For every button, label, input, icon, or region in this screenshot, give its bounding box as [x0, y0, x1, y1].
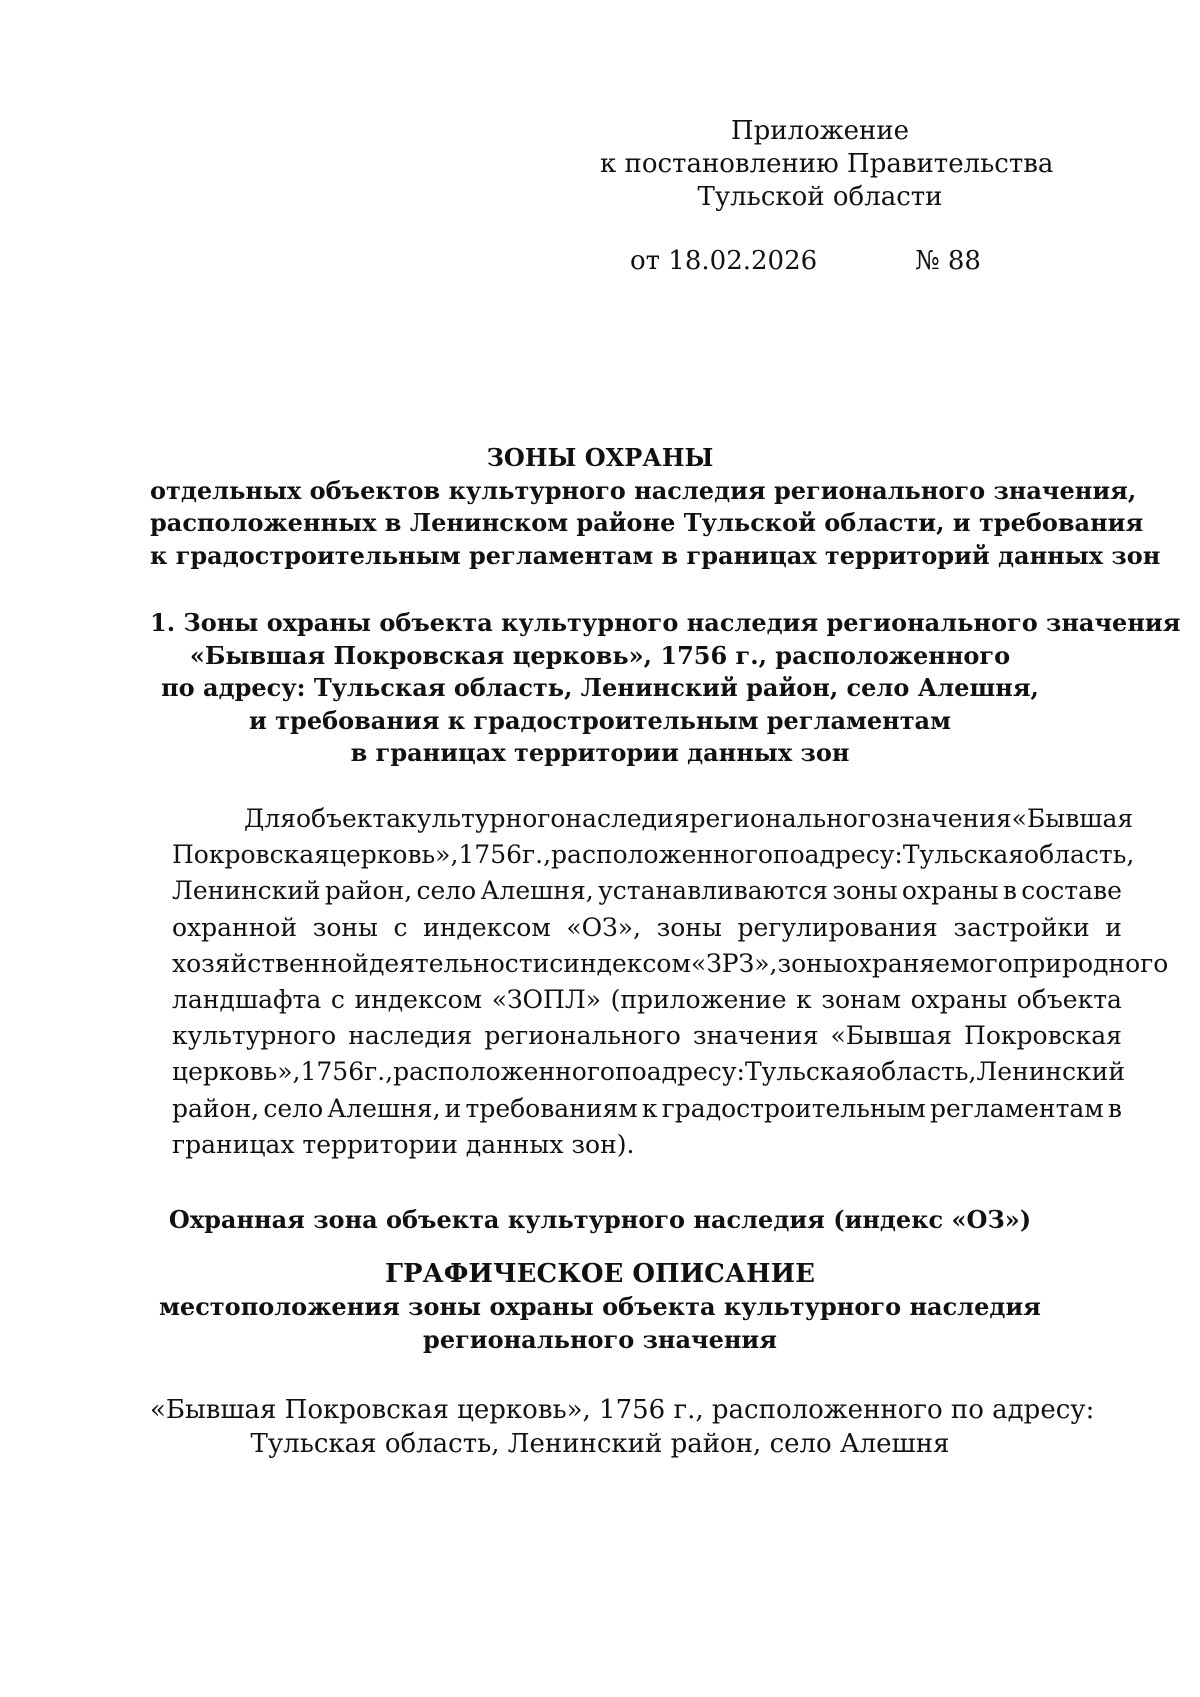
paragraph-word: наследия: [348, 1021, 473, 1051]
paragraph-word: «Бывшая: [830, 1021, 953, 1051]
section-1-heading: [150, 607, 1181, 770]
paragraph-word: объекта: [295, 804, 402, 833]
document-date: от 18.02.2026: [630, 246, 818, 276]
paragraph-word: к: [796, 984, 812, 1014]
paragraph-word: и: [444, 1093, 462, 1123]
paragraph-word: «Бывшая: [1011, 804, 1134, 833]
title-line: к градостроительным регламентам в границах территорий данных зон: [150, 540, 1161, 570]
paragraph-word: г.,: [522, 840, 552, 870]
paragraph-word: Для: [244, 804, 296, 833]
paragraph-word: расположенного: [551, 840, 773, 870]
paragraph-word: церковь»,: [172, 1057, 301, 1087]
graphic-description-subtitle-line: регионального значения: [423, 1324, 777, 1354]
section-heading-line: по адресу: Тульская область, Ленинский район, село Алешня,: [161, 673, 1039, 702]
graphic-description-title: [150, 1257, 1050, 1291]
paragraph-word: по: [772, 840, 805, 870]
paragraph-word: зоны: [656, 912, 722, 942]
paragraph-word: регионального: [484, 1021, 681, 1051]
section-heading-line: в границах территории данных зон: [350, 738, 850, 767]
paragraph-word: охранной: [172, 912, 298, 942]
paragraph-word: природного: [1012, 948, 1169, 978]
paragraph-word: градостроительным: [661, 1093, 926, 1123]
paragraph-word: район,: [324, 876, 413, 906]
appendix-resolution: к постановлению Правительства: [600, 149, 1054, 179]
paragraph-word: регионального: [689, 804, 887, 833]
paragraph-word: село: [416, 876, 477, 906]
paragraph-word: Алешня,: [327, 1093, 441, 1123]
paragraph-line: [172, 910, 1122, 946]
paragraph-word: Ленинский: [976, 1057, 1126, 1087]
paragraph-word: область,: [1024, 840, 1135, 870]
address-line: «Бывшая Покровская церковь», 1756 г., расположенного по адресу:: [150, 1395, 1095, 1425]
paragraph-word: адресу:: [646, 1057, 745, 1087]
paragraph-word: расположенного: [393, 1057, 615, 1087]
paragraph-word: границах территории данных зон).: [172, 1129, 635, 1159]
paragraph-word: культурного: [172, 1021, 337, 1051]
section-heading-line: «Бывшая Покровская церковь», 1756 г., расположенного: [189, 640, 1011, 670]
paragraph-word: «ОЗ»,: [566, 912, 641, 942]
paragraph-word: индексом: [423, 912, 551, 942]
paragraph-word: индексом: [563, 948, 691, 978]
paragraph-word: Покровская: [172, 840, 330, 870]
paragraph-line: [172, 1018, 1122, 1054]
paragraph-word: объекта: [1016, 984, 1122, 1014]
paragraph-word: «ЗОПЛ»: [491, 984, 602, 1014]
paragraph-word: хозяйственной: [172, 948, 369, 978]
graphic-description-subtitle: [150, 1291, 1050, 1356]
object-address: [150, 1393, 1095, 1461]
paragraph-word: адресу:: [804, 840, 903, 870]
body-paragraph: [172, 801, 1169, 1163]
paragraph-word: регулирования: [737, 912, 938, 942]
paragraph-word: значения: [886, 804, 1012, 833]
title-line: отдельных объектов культурного наследия регионального значения,: [150, 475, 1137, 505]
paragraph-word: охраняемого: [842, 948, 1013, 978]
paragraph-word: 1756: [300, 1057, 365, 1087]
paragraph-word: зоны: [832, 876, 898, 906]
paragraph-line: [172, 982, 1122, 1018]
paragraph-word: наследия: [565, 804, 690, 833]
paragraph-word: с: [393, 912, 408, 942]
paragraph-word: зоны: [777, 948, 843, 978]
address-line: Тульская область, Ленинский район, село Алешня: [250, 1429, 950, 1459]
paragraph-word: к: [641, 1093, 658, 1123]
title-line: расположенных в Ленинском районе Тульской области, и требования: [150, 508, 1144, 537]
document-number: № 88: [915, 246, 981, 276]
paragraph-word: деятельности: [368, 948, 550, 978]
paragraph-word: с: [330, 984, 345, 1014]
graphic-description-subtitle-line: местоположения зоны охраны объекта культурного наследия: [159, 1292, 1041, 1321]
zone-heading: [150, 1204, 1050, 1236]
paragraph-word: с: [549, 948, 564, 978]
paragraph-word: «ЗРЗ»,: [690, 948, 778, 978]
appendix-label: Приложение: [730, 116, 910, 146]
paragraph-line: [172, 1054, 1126, 1090]
paragraph-word: культурного: [401, 804, 566, 833]
paragraph-word: зоны: [312, 912, 378, 942]
paragraph-word: составе: [1021, 876, 1122, 906]
section-heading-line: и требования к градостроительным регламентам: [249, 705, 951, 735]
paragraph-line: [172, 1127, 1122, 1163]
paragraph-word: зонам: [821, 984, 902, 1014]
paragraph-word: церковь»,: [329, 840, 459, 870]
paragraph-word: 1756: [458, 840, 523, 870]
paragraph-word: район,: [172, 1093, 260, 1123]
paragraph-word: требованиям: [465, 1093, 638, 1123]
appendix-header: [600, 115, 1054, 214]
paragraph-word: г.,: [364, 1057, 394, 1087]
paragraph-word: по: [614, 1057, 647, 1087]
paragraph-word: регламентам: [929, 1093, 1104, 1123]
paragraph-word: ландшафта: [172, 984, 322, 1014]
paragraph-line: [172, 837, 1135, 873]
paragraph-word: и: [1105, 912, 1122, 942]
paragraph-word: село: [263, 1093, 324, 1123]
paragraph-line: [172, 946, 1169, 982]
paragraph-word: охраны: [910, 984, 1008, 1014]
paragraph-line: [172, 1091, 1122, 1127]
paragraph-word: в: [1107, 1093, 1122, 1123]
paragraph-word: Тульская: [902, 840, 1025, 870]
paragraph-word: охраны: [901, 876, 999, 906]
paragraph-word: в: [1002, 876, 1017, 906]
paragraph-word: Тульская: [744, 1057, 867, 1087]
paragraph-word: значения: [692, 1021, 819, 1051]
paragraph-line: [172, 873, 1122, 909]
paragraph-word: Покровская: [964, 1021, 1122, 1051]
paragraph-word: застройки: [953, 912, 1090, 942]
paragraph-word: область,: [866, 1057, 977, 1087]
appendix-region: Тульской области: [697, 182, 943, 212]
section-heading-line: 1. Зоны охраны объекта культурного наследия регионального значения: [150, 608, 1181, 637]
paragraph-line: [172, 801, 1134, 837]
paragraph-word: индексом: [354, 984, 483, 1014]
title-line: ЗОНЫ ОХРАНЫ: [486, 443, 714, 472]
main-title: [150, 442, 1161, 572]
zone-heading-text: Охранная зона объекта культурного наследия (индекс «ОЗ»): [168, 1205, 1032, 1234]
paragraph-word: Ленинский: [172, 876, 321, 906]
paragraph-word: устанавливаются: [598, 876, 829, 906]
graphic-description-title-text: ГРАФИЧЕСКОЕ ОПИСАНИЕ: [385, 1259, 815, 1289]
paragraph-word: Алешня,: [480, 876, 594, 906]
paragraph-word: (приложение: [610, 984, 787, 1014]
